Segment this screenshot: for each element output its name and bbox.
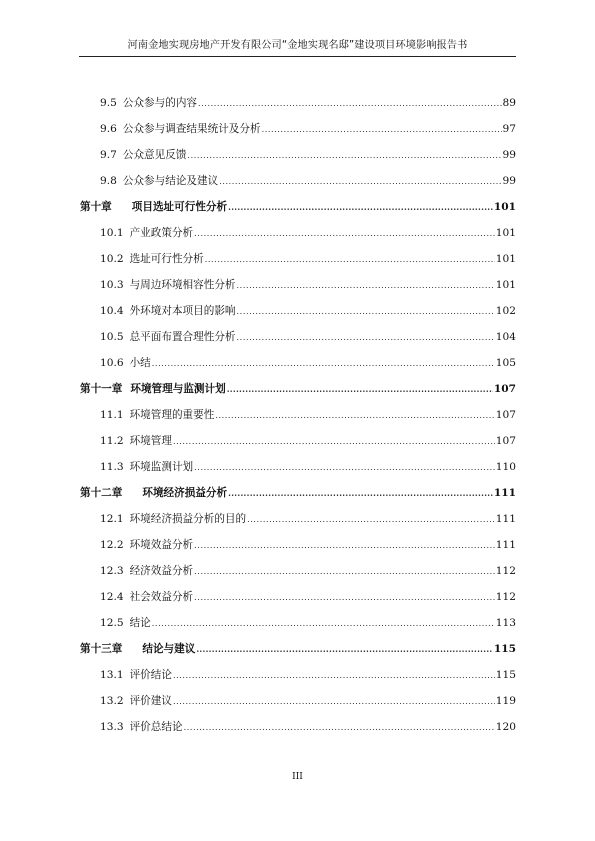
toc-entry-page: 111 bbox=[495, 513, 516, 525]
dot-leader bbox=[194, 461, 495, 475]
toc-entry-number: 13.1 bbox=[100, 669, 124, 681]
dot-leader bbox=[227, 382, 493, 396]
toc-entry-title: 与周边环境相容性分析 bbox=[129, 279, 236, 291]
toc-entry-10-2[interactable] bbox=[100, 252, 516, 266]
toc-entry-title: 环境经济损益分析的目的 bbox=[129, 513, 247, 525]
toc-entry-12-2[interactable] bbox=[100, 538, 516, 552]
toc-entry-number: 10.4 bbox=[100, 305, 124, 317]
toc-entry-11-2[interactable] bbox=[100, 434, 516, 448]
dot-leader bbox=[247, 513, 495, 527]
toc-entry-page: 120 bbox=[495, 721, 516, 733]
dot-leader bbox=[219, 175, 501, 189]
toc-entry-number: 12.4 bbox=[100, 591, 124, 603]
toc-chapter-page: 111 bbox=[493, 487, 516, 499]
dot-leader bbox=[152, 617, 495, 631]
toc-entry-page: 101 bbox=[495, 227, 516, 239]
dot-leader bbox=[228, 200, 493, 214]
toc-entry-title: 产业政策分析 bbox=[129, 227, 194, 239]
toc-entry-number: 10.3 bbox=[100, 279, 124, 291]
toc-entry-11-3[interactable] bbox=[100, 460, 516, 474]
toc-chapter-13[interactable] bbox=[80, 642, 516, 656]
dot-leader bbox=[205, 253, 495, 267]
toc-entry-title: 社会效益分析 bbox=[129, 591, 194, 603]
dot-leader bbox=[173, 669, 495, 683]
toc-entry-page: 111 bbox=[495, 539, 516, 551]
dot-leader bbox=[184, 721, 495, 735]
toc-entry-page: 101 bbox=[495, 253, 516, 265]
toc-entry-10-4[interactable] bbox=[100, 304, 516, 318]
toc-entry-title: 公众参与结论及建议 bbox=[122, 175, 219, 187]
toc-entry-number: 10.1 bbox=[100, 227, 124, 239]
toc-entry-13-3[interactable] bbox=[100, 720, 516, 734]
toc-entry-page: 112 bbox=[495, 591, 516, 603]
toc-entry-12-3[interactable] bbox=[100, 564, 516, 578]
toc-entry-number: 12.3 bbox=[100, 565, 124, 577]
toc-entry-title: 小结 bbox=[129, 357, 151, 369]
dot-leader bbox=[237, 305, 495, 319]
toc-chapter-title: 项目选址可行性分析 bbox=[131, 201, 228, 213]
toc-entry-title: 环境效益分析 bbox=[129, 539, 194, 551]
toc-entry-page: 107 bbox=[495, 435, 516, 447]
toc-entry-page: 99 bbox=[502, 149, 516, 161]
toc-entry-page: 113 bbox=[495, 617, 516, 629]
dot-leader bbox=[196, 642, 493, 656]
toc-entry-number: 10.5 bbox=[100, 331, 124, 343]
toc-entry-title: 公众意见反馈 bbox=[122, 149, 187, 161]
dot-leader bbox=[215, 409, 494, 423]
toc-entry-title: 公众参与调查结果统计及分析 bbox=[122, 123, 261, 135]
toc-entry-title: 评价结论 bbox=[129, 669, 172, 681]
toc-entry-page: 102 bbox=[495, 305, 516, 317]
toc-entry-number: 11.3 bbox=[100, 461, 124, 473]
toc-entry-9-8[interactable] bbox=[100, 174, 516, 188]
toc-entry-10-3[interactable] bbox=[100, 278, 516, 292]
toc-entry-title: 外环境对本项目的影响 bbox=[129, 305, 236, 317]
toc-entry-title: 评价建议 bbox=[129, 695, 172, 707]
toc-entry-page: 115 bbox=[495, 669, 516, 681]
toc-chapter-11[interactable] bbox=[80, 382, 516, 396]
toc-entry-title: 结论 bbox=[129, 617, 151, 629]
toc-chapter-12[interactable] bbox=[80, 486, 516, 500]
toc-entry-12-5[interactable] bbox=[100, 616, 516, 630]
toc-chapter-10[interactable] bbox=[80, 200, 516, 214]
toc-entry-title: 公众参与的内容 bbox=[122, 97, 198, 109]
toc-chapter-page: 107 bbox=[493, 383, 516, 395]
toc-entry-number: 10.6 bbox=[100, 357, 124, 369]
toc-entry-9-5[interactable] bbox=[100, 96, 516, 110]
toc-entry-title: 评价总结论 bbox=[129, 721, 183, 733]
toc-entry-number: 9.5 bbox=[100, 97, 117, 109]
dot-leader bbox=[228, 486, 493, 500]
toc-entry-number: 11.1 bbox=[100, 409, 124, 421]
toc-entry-number: 9.6 bbox=[100, 123, 117, 135]
toc-entry-11-1[interactable] bbox=[100, 408, 516, 422]
toc-entry-number: 9.8 bbox=[100, 175, 117, 187]
toc-entry-number: 10.2 bbox=[100, 253, 124, 265]
dot-leader bbox=[198, 97, 502, 111]
toc-entry-number: 13.3 bbox=[100, 721, 124, 733]
dot-leader bbox=[237, 331, 495, 345]
toc-entry-page: 105 bbox=[495, 357, 516, 369]
toc-entry-12-4[interactable] bbox=[100, 590, 516, 604]
toc-chapter-number: 第十二章 bbox=[80, 487, 123, 499]
toc-chapter-page: 101 bbox=[493, 201, 516, 213]
document-header: 河南金地实现房地产开发有限公司“金地实现名邸”建设项目环境影响报告书 bbox=[127, 40, 468, 51]
dot-leader bbox=[237, 279, 495, 293]
toc-entry-number: 12.5 bbox=[100, 617, 124, 629]
toc-entry-10-6[interactable] bbox=[100, 356, 516, 370]
toc-entry-13-1[interactable] bbox=[100, 668, 516, 682]
dot-leader bbox=[194, 565, 495, 579]
toc-entry-page: 110 bbox=[495, 461, 516, 473]
page-number: III bbox=[292, 772, 303, 782]
toc-entry-page: 101 bbox=[495, 279, 516, 291]
toc-chapter-title: 环境管理与监测计划 bbox=[130, 383, 226, 395]
toc-entry-page: 112 bbox=[495, 565, 516, 577]
toc-entry-page: 97 bbox=[502, 123, 516, 135]
toc-entry-title: 选址可行性分析 bbox=[129, 253, 204, 265]
toc-entry-page: 107 bbox=[495, 409, 516, 421]
toc-entry-page: 119 bbox=[495, 695, 516, 707]
toc-chapter-page: 115 bbox=[493, 643, 516, 655]
dot-leader bbox=[194, 591, 495, 605]
toc-entry-number: 11.2 bbox=[100, 435, 124, 447]
toc-entry-title: 环境监测计划 bbox=[129, 461, 194, 473]
toc-entry-number: 9.7 bbox=[100, 149, 117, 161]
toc-entry-page: 99 bbox=[502, 175, 516, 187]
dot-leader bbox=[152, 357, 495, 371]
toc-entry-number: 12.2 bbox=[100, 539, 124, 551]
toc-entry-9-6[interactable] bbox=[100, 122, 516, 136]
dot-leader bbox=[187, 149, 501, 163]
toc-chapter-number: 第十一章 bbox=[80, 383, 123, 395]
dot-leader bbox=[194, 227, 495, 241]
toc-chapter-number: 第十章 bbox=[80, 201, 112, 213]
dot-leader bbox=[173, 695, 495, 709]
toc-chapter-number: 第十三章 bbox=[80, 643, 123, 655]
toc-chapter-title: 环境经济损益分析 bbox=[142, 487, 228, 499]
toc-entry-title: 总平面布置合理性分析 bbox=[129, 331, 236, 343]
toc-entry-number: 12.1 bbox=[100, 513, 124, 525]
toc-entry-9-7[interactable] bbox=[100, 148, 516, 162]
dot-leader bbox=[194, 539, 495, 553]
dot-leader bbox=[173, 435, 495, 449]
toc-chapter-title: 结论与建议 bbox=[142, 643, 196, 655]
toc-entry-13-2[interactable] bbox=[100, 694, 516, 708]
toc-entry-10-1[interactable] bbox=[100, 226, 516, 240]
toc-entry-page: 89 bbox=[502, 97, 516, 109]
dot-leader bbox=[262, 123, 502, 137]
toc-entry-10-5[interactable] bbox=[100, 330, 516, 344]
toc-entry-number: 13.2 bbox=[100, 695, 124, 707]
toc-entry-title: 环境管理的重要性 bbox=[129, 409, 215, 421]
toc-entry-12-1[interactable] bbox=[100, 512, 516, 526]
toc-entry-title: 环境管理 bbox=[129, 435, 172, 447]
toc-entry-title: 经济效益分析 bbox=[129, 565, 194, 577]
toc-entry-page: 104 bbox=[495, 331, 516, 343]
